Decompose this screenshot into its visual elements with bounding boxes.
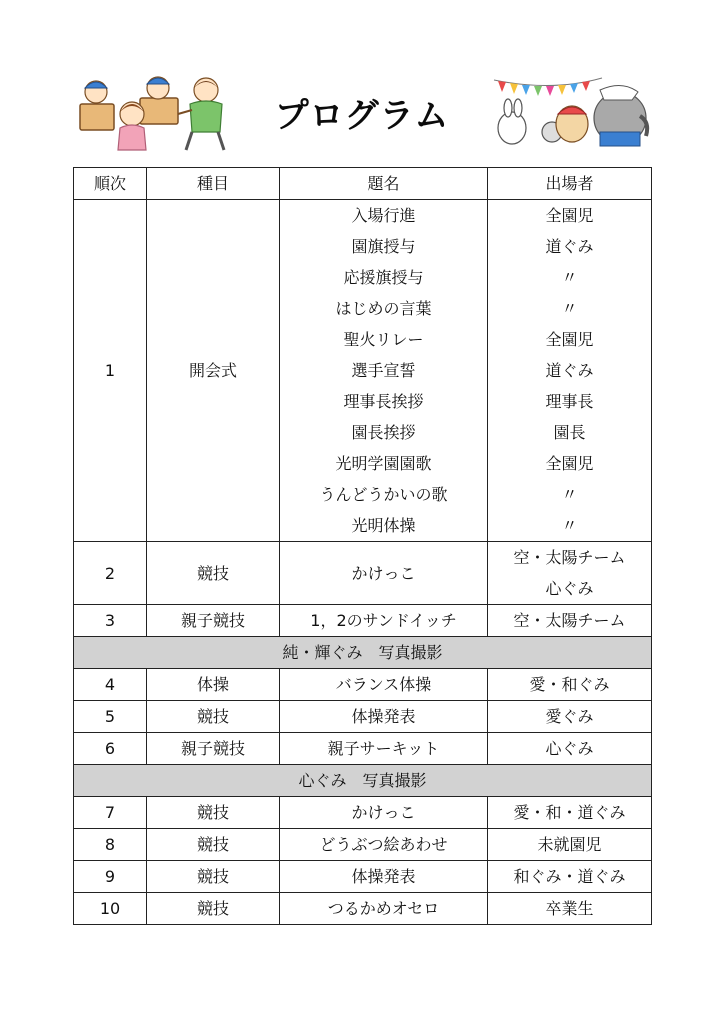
opening-performers [488,200,652,542]
row-title: 親子サーキット [280,733,488,765]
opening-item-performer: 道ぐみ [545,361,594,380]
row-performer: 愛・和ぐみ [488,669,652,701]
table-row [74,893,652,925]
row-category: 競技 [147,893,280,925]
header-title: 題名 [280,168,488,200]
row-title: 体操発表 [280,861,488,893]
animals-running-illustration [492,70,652,156]
opening-item-title: 入場行進 [351,206,416,225]
row-title: 1，2のサンドイッチ [280,605,488,637]
opening-titles [280,200,488,542]
row-category: 競技 [147,829,280,861]
opening-item-title: うんどうかいの歌 [319,485,448,504]
row-category: 競技 [147,701,280,733]
row-category: 親子競技 [147,733,280,765]
opening-item-performer: 理事長 [545,392,594,411]
opening-item-performer: 全園児 [545,206,594,225]
opening-item-title: 光明学園園歌 [335,454,432,473]
table-row [74,829,652,861]
row-no: 3 [74,605,147,637]
opening-item-title: 応援旗授与 [343,268,424,287]
row-no: 5 [74,701,147,733]
row-title: かけっこ [280,542,488,605]
row-no: 2 [74,542,147,605]
opening-item-performer: 道ぐみ [545,237,594,256]
row-title: バランス体操 [280,669,488,701]
table-row [74,701,652,733]
photo-session-row [74,765,652,797]
photo-session-row [74,637,652,669]
row-performer: 心ぐみ [488,733,652,765]
opening-item-performer: 〃 [561,299,578,318]
table-row [74,542,652,605]
row-no: 6 [74,733,147,765]
opening-item-title: 選手宣誓 [351,361,416,380]
program-table [73,167,652,925]
performer-line: 心ぐみ [545,579,594,598]
opening-item-performer: 〃 [561,268,578,287]
header-performer: 出場者 [488,168,652,200]
table-row-opening [74,200,652,542]
table-row [74,861,652,893]
opening-item-performer: 〃 [561,516,578,535]
row-title: 体操発表 [280,701,488,733]
row-performer: 空・太陽チーム [488,605,652,637]
row-performer: 愛ぐみ [488,701,652,733]
header-category: 種目 [147,168,280,200]
row-no: 9 [74,861,147,893]
table-row [74,669,652,701]
header-no: 順次 [74,168,147,200]
row-performer: 和ぐみ・道ぐみ [488,861,652,893]
row-no: 7 [74,797,147,829]
photo-session-label: 心ぐみ 写真撮影 [74,765,652,797]
row-category: 競技 [147,861,280,893]
row-category: 親子競技 [147,605,280,637]
row-performer: 卒業生 [488,893,652,925]
opening-item-performer: 全園児 [545,454,594,473]
row-no: 8 [74,829,147,861]
opening-item-performer: 〃 [561,485,578,504]
opening-item-title: 光明体操 [351,516,416,535]
opening-item-title: 理事長挨拶 [343,392,424,411]
row-category: 開会式 [147,200,280,542]
row-no: 1 [74,200,147,542]
row-title: つるかめオセロ [280,893,488,925]
row-category: 競技 [147,797,280,829]
photo-session-label: 純・輝ぐみ 写真撮影 [74,637,652,669]
row-performer: 愛・和・道ぐみ [488,797,652,829]
opening-item-performer: 園長 [553,423,586,442]
table-row [74,797,652,829]
opening-item-title: 園長挨拶 [351,423,416,442]
page-title: プログラム [274,96,450,136]
row-performer: 未就園児 [488,829,652,861]
table-row [74,605,652,637]
row-category: 競技 [147,542,280,605]
table-row [74,733,652,765]
row-performer [488,542,652,605]
row-no: 10 [74,893,147,925]
opening-item-title: 聖火リレー [343,330,424,349]
opening-item-title: 園旗授与 [351,237,416,256]
row-title: どうぶつ絵あわせ [280,829,488,861]
performer-line: 空・太陽チーム [513,548,626,567]
opening-item-performer: 全園児 [545,330,594,349]
table-header-row [74,168,652,200]
row-category: 体操 [147,669,280,701]
row-title: かけっこ [280,797,488,829]
opening-item-title: はじめの言葉 [335,299,432,318]
row-no: 4 [74,669,147,701]
